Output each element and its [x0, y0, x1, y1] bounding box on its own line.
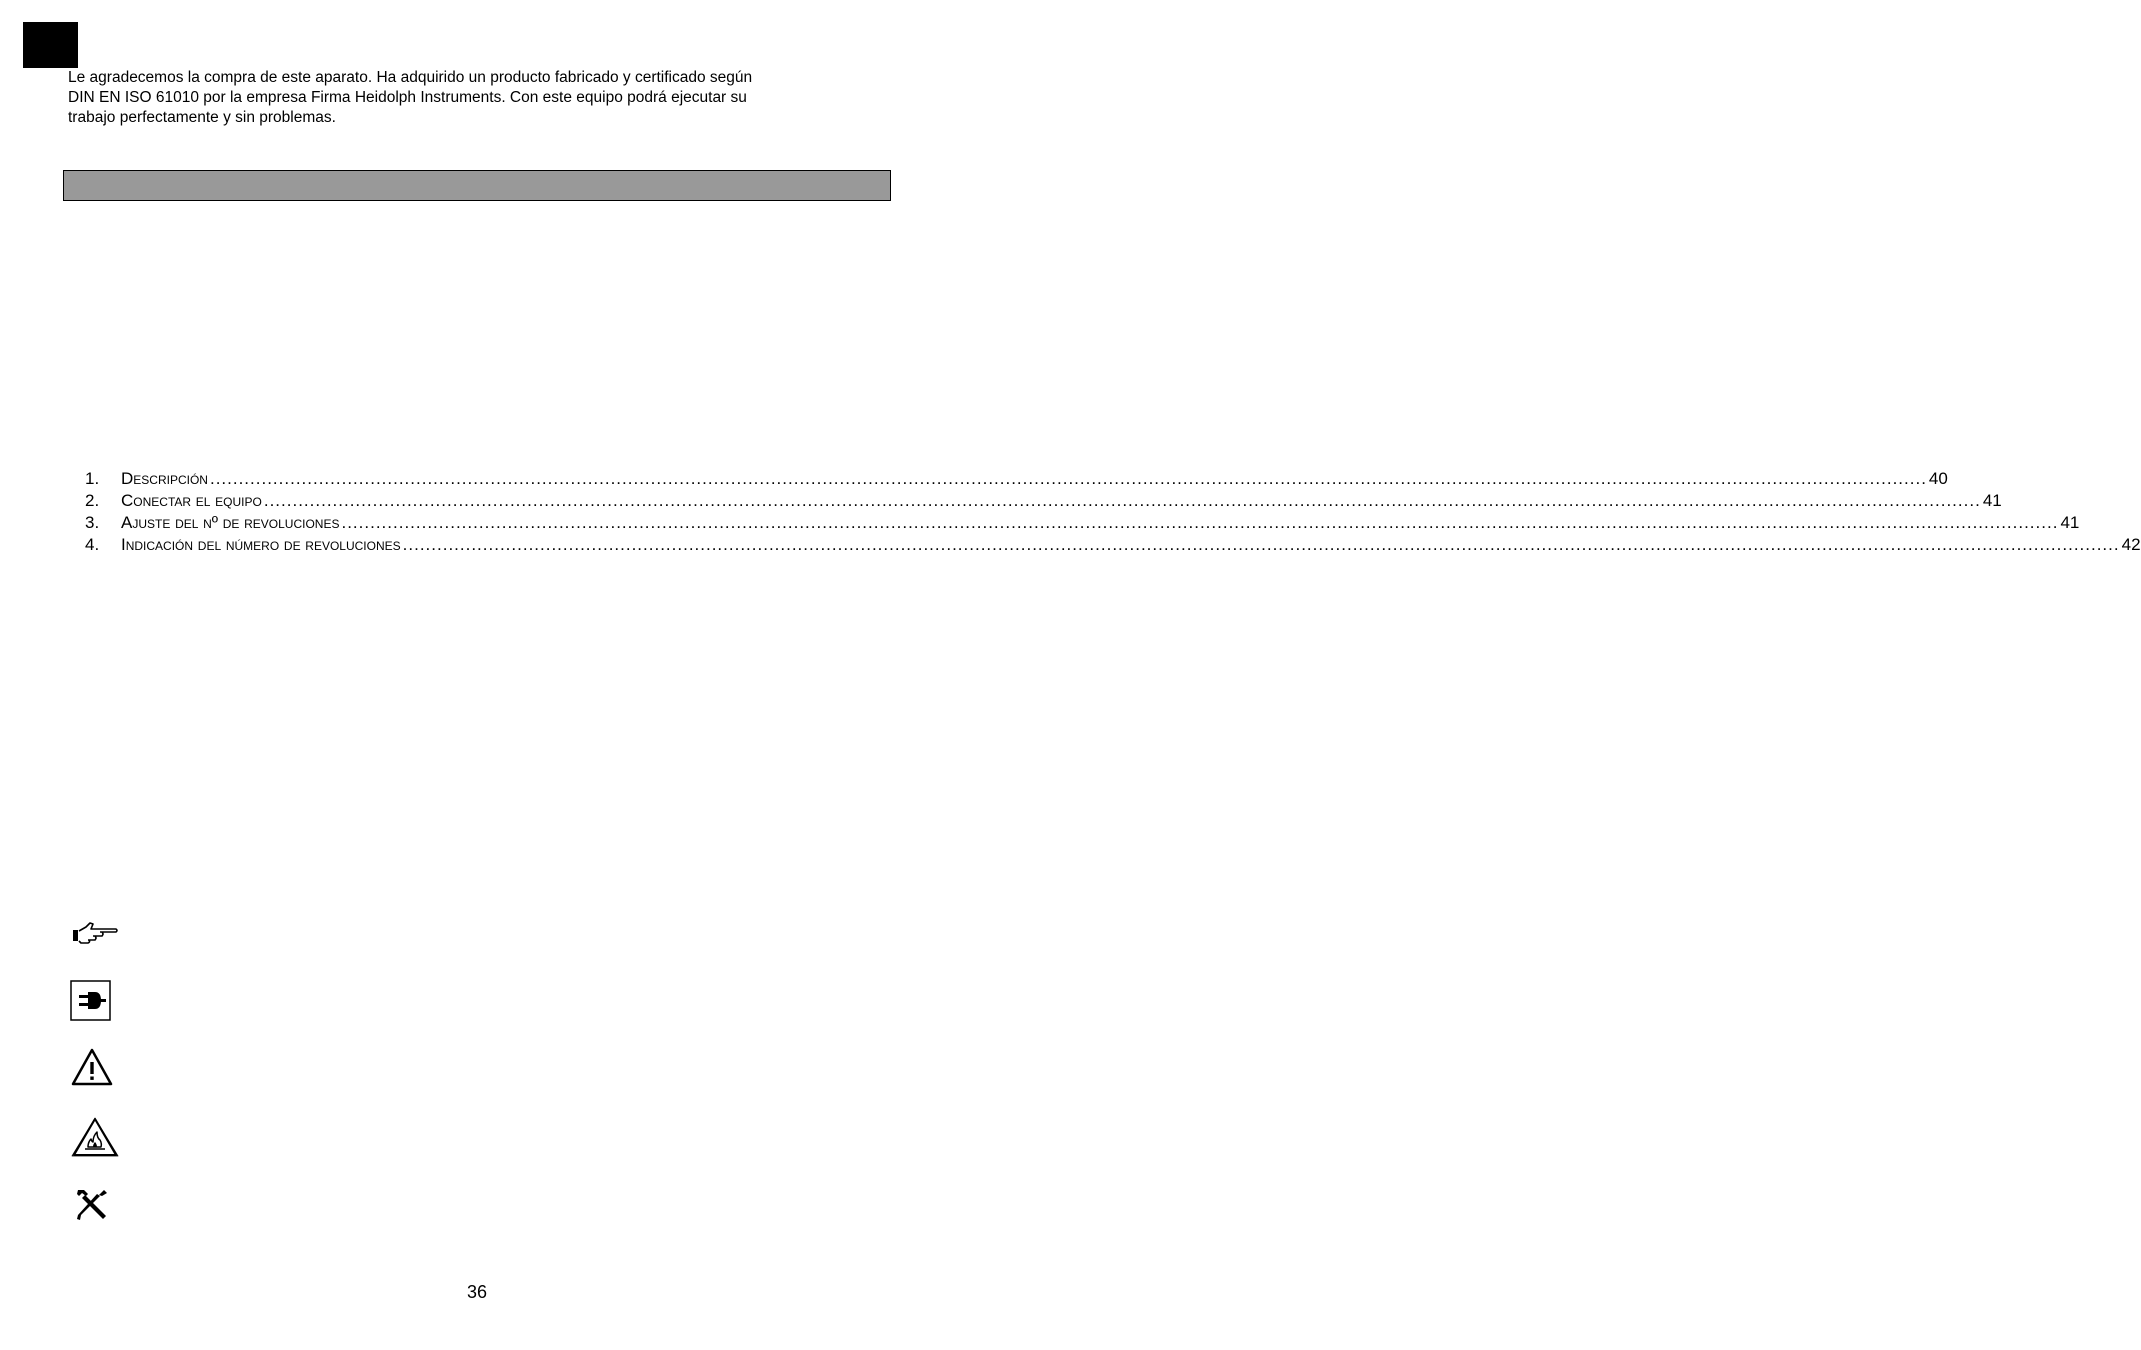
toc-entry-number: 3. — [85, 513, 100, 532]
page-number: 36 — [466, 1282, 488, 1302]
toc-leader-dots: ............................................................................................................................................................................................................................................................................................................ — [341, 513, 2059, 532]
tools-icon — [74, 1187, 110, 1223]
toc-entry-page: 40 — [1928, 469, 1948, 488]
toc-leader-dots: ............................................................................................................................................................................................................................................................................................................ — [402, 535, 2120, 554]
toc-entry[interactable] — [85, 491, 2002, 513]
intro-line-1: Le agradecemos la compra de este aparato. Ha adquirido un producto fabricado y certificado según — [68, 69, 753, 86]
toc-entry-number: 1. — [85, 469, 100, 488]
toc-entry-page: 42 — [2121, 535, 2141, 554]
toc-leader-dots: ............................................................................................................................................................................................................................................................................................................ — [263, 491, 1981, 510]
pointing-hand-icon — [72, 921, 120, 947]
toc-entry[interactable] — [85, 469, 1948, 491]
toc-leader-dots: ............................................................................................................................................................................................................................................................................................................ — [209, 469, 1927, 488]
warning-icon — [71, 1047, 113, 1087]
intro-line-2: DIN EN ISO 61010 por la empresa Firma Heidolph Instruments. Con este equipo podrá ejecutar su — [68, 89, 747, 106]
plug-icon — [70, 980, 112, 1022]
toc-entry-number: 2. — [85, 491, 100, 510]
toc-entry-title: Indicación del número de revoluciones — [121, 535, 401, 554]
intro-paragraph — [68, 68, 888, 128]
toc-entry-title: Ajuste del nº de revoluciones — [121, 513, 340, 532]
toc-entry-number: 4. — [85, 535, 100, 554]
section-header-bar — [63, 170, 891, 201]
toc-entry-page: 41 — [2060, 513, 2080, 532]
toc-entry-page: 41 — [1982, 491, 2002, 510]
flammable-warning-icon — [71, 1116, 119, 1158]
language-tab-block — [23, 22, 78, 68]
table-of-contents — [85, 469, 2141, 557]
toc-entry-title: Conectar el equipo — [121, 491, 262, 510]
toc-entry[interactable] — [85, 513, 2080, 535]
toc-entry[interactable] — [85, 535, 2141, 557]
toc-entry-title: Descripción — [121, 469, 208, 488]
intro-line-3: trabajo perfectamente y sin problemas. — [68, 109, 336, 126]
